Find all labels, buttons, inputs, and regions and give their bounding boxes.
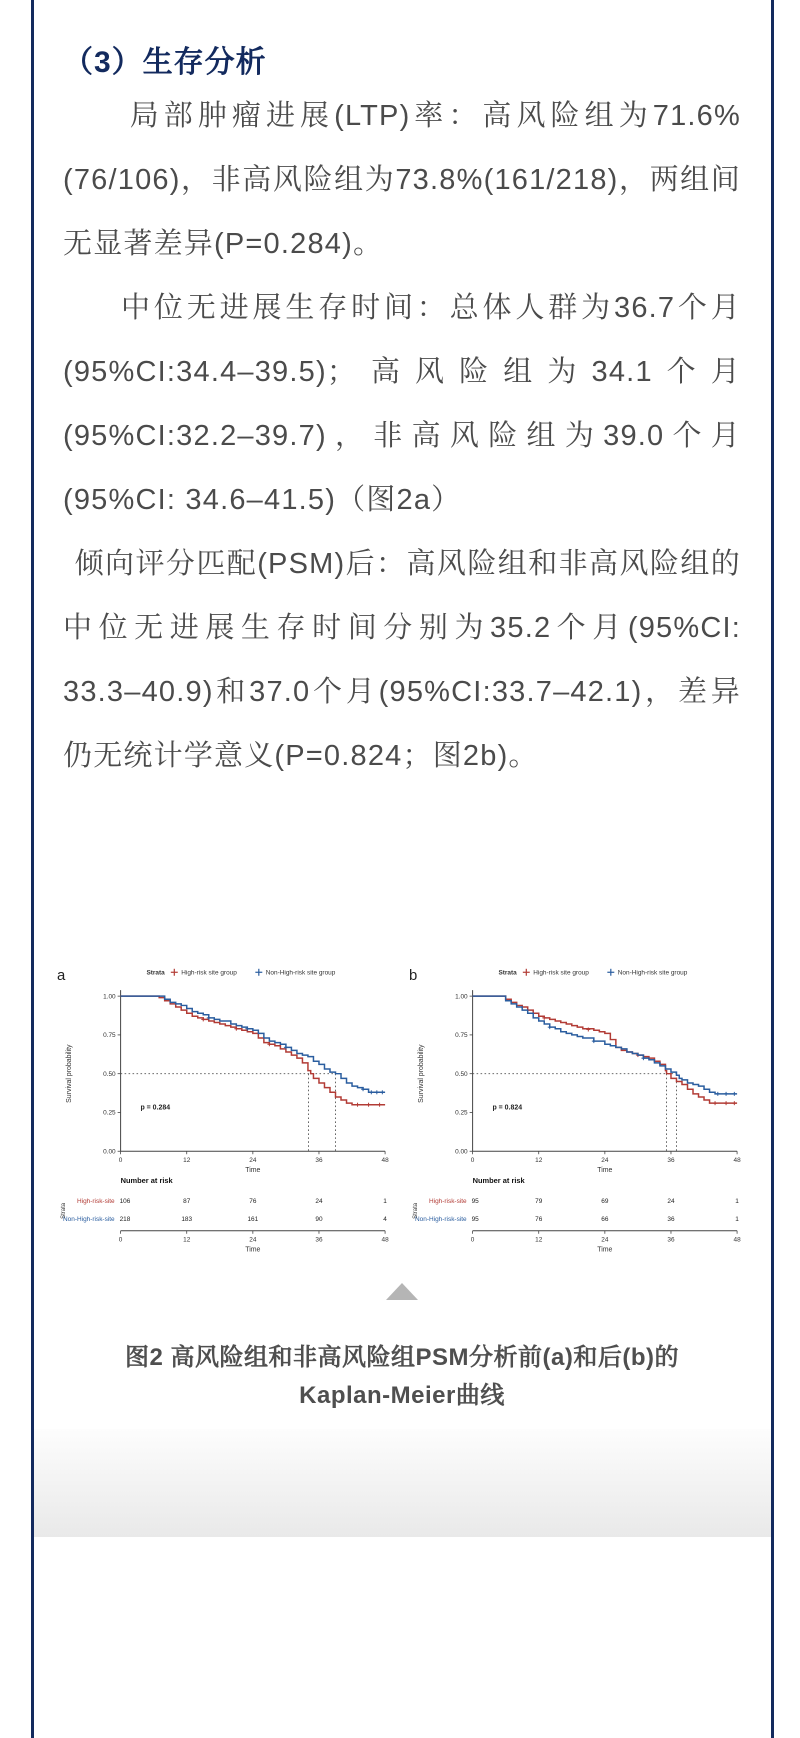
svg-text:218: 218 xyxy=(119,1215,131,1223)
svg-text:48: 48 xyxy=(381,1157,389,1165)
svg-text:0: 0 xyxy=(470,1157,475,1165)
svg-text:High-risk site group: High-risk site group xyxy=(533,969,589,977)
triangle-up-icon xyxy=(386,1283,418,1300)
svg-text:95: 95 xyxy=(471,1197,479,1205)
km-plot-panel-b xyxy=(403,956,753,1257)
svg-text:Non-High-risk site group: Non-High-risk site group xyxy=(617,969,688,977)
svg-text:24: 24 xyxy=(667,1197,675,1205)
svg-text:High-risk-site: High-risk-site xyxy=(428,1197,467,1205)
svg-text:Survival probability: Survival probability xyxy=(417,1044,425,1103)
svg-text:Non-High-risk-site: Non-High-risk-site xyxy=(62,1215,115,1223)
svg-text:0.00: 0.00 xyxy=(103,1148,116,1156)
article-content xyxy=(34,0,771,1415)
svg-text:Time: Time xyxy=(245,1246,261,1254)
figure-2-km-curves xyxy=(47,956,757,1257)
paragraph-median-pfs: 中位无进展生存时间：总体人群为36.7个月(95%CI:34.4–39.5)；高风险组为34.1个月(95%CI:32.2–39.7)，非高风险组为39.0个月(95%CI: 34.6–41.5)（图2a） xyxy=(63,292,741,516)
svg-text:Time: Time xyxy=(245,1167,261,1175)
svg-text:0.75: 0.75 xyxy=(103,1032,116,1040)
svg-text:1: 1 xyxy=(735,1215,739,1223)
svg-text:Number at risk: Number at risk xyxy=(472,1176,525,1186)
svg-text:Strata: Strata xyxy=(498,969,517,977)
footer-gradient-block xyxy=(34,1429,771,1537)
svg-text:24: 24 xyxy=(601,1236,609,1244)
svg-text:0: 0 xyxy=(118,1236,123,1244)
svg-text:Survival probability: Survival probability xyxy=(65,1044,73,1103)
svg-text:b: b xyxy=(408,968,418,985)
svg-text:High-risk-site: High-risk-site xyxy=(76,1197,115,1205)
svg-text:0.25: 0.25 xyxy=(455,1109,468,1117)
svg-text:106: 106 xyxy=(119,1197,131,1205)
figure-caption xyxy=(63,1339,741,1415)
svg-text:a: a xyxy=(56,968,66,985)
svg-text:79: 79 xyxy=(535,1197,543,1205)
svg-text:87: 87 xyxy=(183,1197,191,1205)
svg-text:Non-High-risk site group: Non-High-risk site group xyxy=(265,969,336,977)
svg-text:0.50: 0.50 xyxy=(103,1070,116,1078)
svg-text:24: 24 xyxy=(315,1197,323,1205)
svg-text:24: 24 xyxy=(249,1157,257,1165)
svg-text:0: 0 xyxy=(118,1157,123,1165)
svg-text:Time: Time xyxy=(597,1246,613,1254)
svg-text:Non-High-risk-site: Non-High-risk-site xyxy=(414,1215,467,1223)
svg-text:0.75: 0.75 xyxy=(455,1032,468,1040)
svg-text:Strata: Strata xyxy=(146,969,165,977)
svg-text:p = 0.284: p = 0.284 xyxy=(140,1104,171,1112)
svg-text:0.00: 0.00 xyxy=(455,1148,468,1156)
svg-text:48: 48 xyxy=(733,1236,741,1244)
article-card xyxy=(31,0,774,1738)
svg-text:12: 12 xyxy=(535,1236,543,1244)
svg-text:0.25: 0.25 xyxy=(103,1109,116,1117)
svg-text:Time: Time xyxy=(597,1167,613,1175)
svg-text:36: 36 xyxy=(667,1236,675,1244)
svg-text:1.00: 1.00 xyxy=(103,993,116,1001)
svg-text:76: 76 xyxy=(535,1215,543,1223)
svg-text:183: 183 xyxy=(181,1215,193,1223)
svg-text:0.50: 0.50 xyxy=(455,1070,468,1078)
svg-text:66: 66 xyxy=(601,1215,609,1223)
svg-text:161: 161 xyxy=(247,1215,259,1223)
svg-text:95: 95 xyxy=(471,1215,479,1223)
svg-text:Strata: Strata xyxy=(412,1202,419,1219)
figure-caption-line2: Kaplan-Meier曲线 xyxy=(299,1382,505,1409)
svg-text:36: 36 xyxy=(315,1157,323,1165)
section-heading: （3）生存分析 xyxy=(63,46,267,79)
svg-text:76: 76 xyxy=(249,1197,257,1205)
figure-caption-line1: 图2 高风险组和非高风险组PSM分析前(a)和后(b)的 xyxy=(125,1344,679,1371)
svg-text:1: 1 xyxy=(383,1197,387,1205)
figure-separator xyxy=(63,1283,741,1301)
svg-text:Number at risk: Number at risk xyxy=(120,1176,173,1186)
svg-text:48: 48 xyxy=(733,1157,741,1165)
svg-text:36: 36 xyxy=(315,1236,323,1244)
svg-text:0: 0 xyxy=(470,1236,475,1244)
svg-text:p = 0.824: p = 0.824 xyxy=(492,1104,523,1112)
paragraph-psm-result: 倾向评分匹配(PSM)后：高风险组和非高风险组的中位无进展生存时间分别为35.2个月(95%CI: 33.3–40.9)和37.0个月(95%CI:33.7–42.1)，差异仍无统计学意义(P=0.824；图2b)。 xyxy=(63,548,741,772)
svg-text:90: 90 xyxy=(315,1215,323,1223)
svg-text:24: 24 xyxy=(601,1157,609,1165)
svg-text:36: 36 xyxy=(667,1215,675,1223)
svg-text:69: 69 xyxy=(601,1197,609,1205)
svg-text:1.00: 1.00 xyxy=(455,993,468,1001)
svg-text:High-risk site group: High-risk site group xyxy=(181,969,237,977)
svg-text:12: 12 xyxy=(183,1157,191,1165)
km-plot-panel-a xyxy=(51,956,401,1257)
svg-text:24: 24 xyxy=(249,1236,257,1244)
svg-text:48: 48 xyxy=(381,1236,389,1244)
svg-text:36: 36 xyxy=(667,1157,675,1165)
paragraph-ltp-rate: 局部肿瘤进展(LTP)率：高风险组为71.6%(76/106)，非高风险组为73.8%(161/218)，两组间无显著差异(P=0.284)。 xyxy=(63,100,741,260)
svg-text:12: 12 xyxy=(535,1157,543,1165)
svg-text:12: 12 xyxy=(183,1236,191,1244)
svg-text:4: 4 xyxy=(383,1215,387,1223)
svg-text:1: 1 xyxy=(735,1197,739,1205)
svg-text:Strata: Strata xyxy=(60,1202,67,1219)
